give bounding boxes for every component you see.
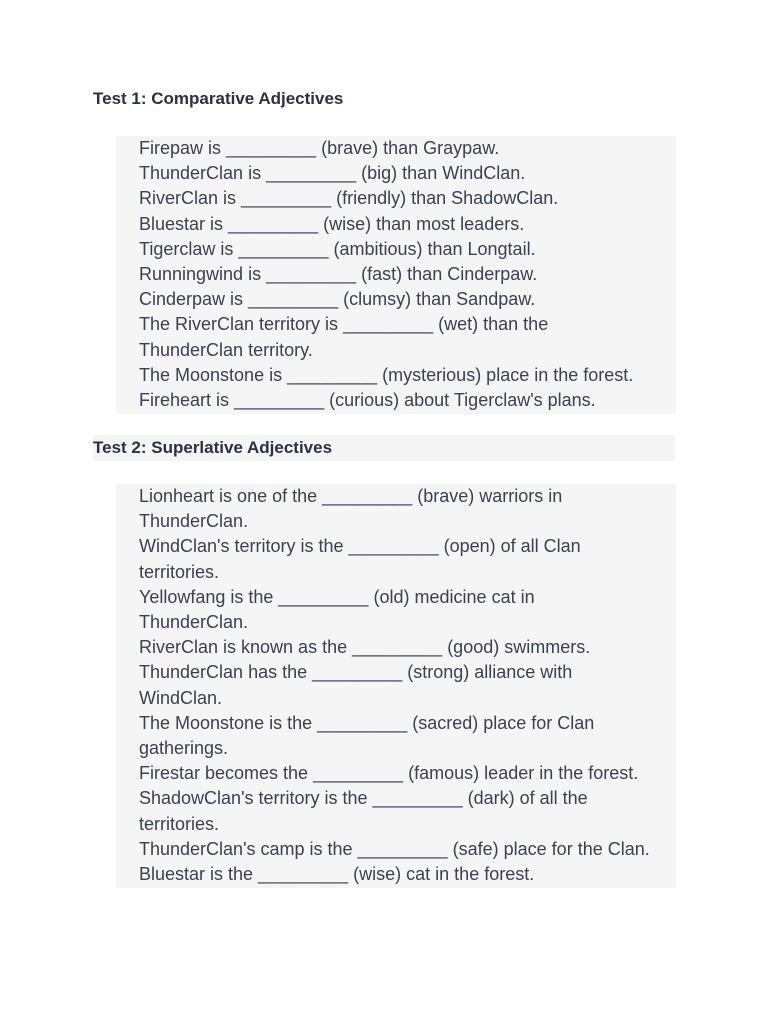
test2-line: ShadowClan's territory is the _________ (dark) of all the bbox=[139, 788, 588, 809]
test1-line: Cinderpaw is _________ (clumsy) than Sandpaw. bbox=[139, 289, 536, 310]
test2-line: WindClan. bbox=[139, 687, 223, 708]
test1-line: Fireheart is _________ (curious) about Tigerclaw's plans. bbox=[139, 390, 596, 411]
test1-line: The RiverClan territory is _________ (wet) than the bbox=[139, 314, 549, 335]
test2-line: The Moonstone is the _________ (sacred) place for Clan bbox=[139, 712, 595, 733]
test1-line: Firepaw is _________ (brave) than Graypaw. bbox=[139, 138, 500, 158]
test2-line: territories. bbox=[139, 813, 220, 834]
test2-line: ThunderClan's camp is the _________ (safe) place for the Clan. bbox=[139, 838, 650, 859]
test2-line: WindClan's territory is the _________ (open) of all Clan bbox=[139, 536, 581, 557]
test1-questions bbox=[116, 136, 676, 414]
test2-line: Firestar becomes the _________ (famous) leader in the forest. bbox=[139, 763, 639, 784]
test2-line: Yellowfang is the _________ (old) medicine cat in bbox=[139, 586, 535, 607]
test2-line: territories. bbox=[139, 561, 220, 582]
test2-line: RiverClan is known as the _________ (good) swimmers. bbox=[139, 637, 591, 658]
test1-heading: Test 1: Comparative Adjectives bbox=[93, 89, 344, 108]
test2-line: ThunderClan. bbox=[139, 511, 249, 532]
test1-line: ThunderClan is _________ (big) than WindClan. bbox=[139, 163, 526, 184]
test1-line: RiverClan is _________ (friendly) than ShadowClan. bbox=[139, 188, 559, 209]
test2-questions bbox=[116, 484, 676, 888]
test2-line: Lionheart is one of the _________ (brave) warriors in bbox=[139, 486, 563, 506]
test2-line: ThunderClan has the _________ (strong) alliance with bbox=[139, 662, 573, 683]
test1-line: Bluestar is _________ (wise) than most leaders. bbox=[139, 213, 525, 234]
test2-line: ThunderClan. bbox=[139, 612, 249, 633]
test2-line: gatherings. bbox=[139, 738, 229, 759]
test2-line: Bluestar is the _________ (wise) cat in the forest. bbox=[139, 864, 535, 885]
test1-line: Runningwind is _________ (fast) than Cinderpaw. bbox=[139, 264, 538, 285]
test1-line: The Moonstone is _________ (mysterious) place in the forest. bbox=[139, 364, 634, 385]
test1-line: ThunderClan territory. bbox=[139, 339, 313, 360]
test1-line: Tigerclaw is _________ (ambitious) than Longtail. bbox=[139, 238, 536, 259]
test2-heading: Test 2: Superlative Adjectives bbox=[93, 435, 675, 461]
